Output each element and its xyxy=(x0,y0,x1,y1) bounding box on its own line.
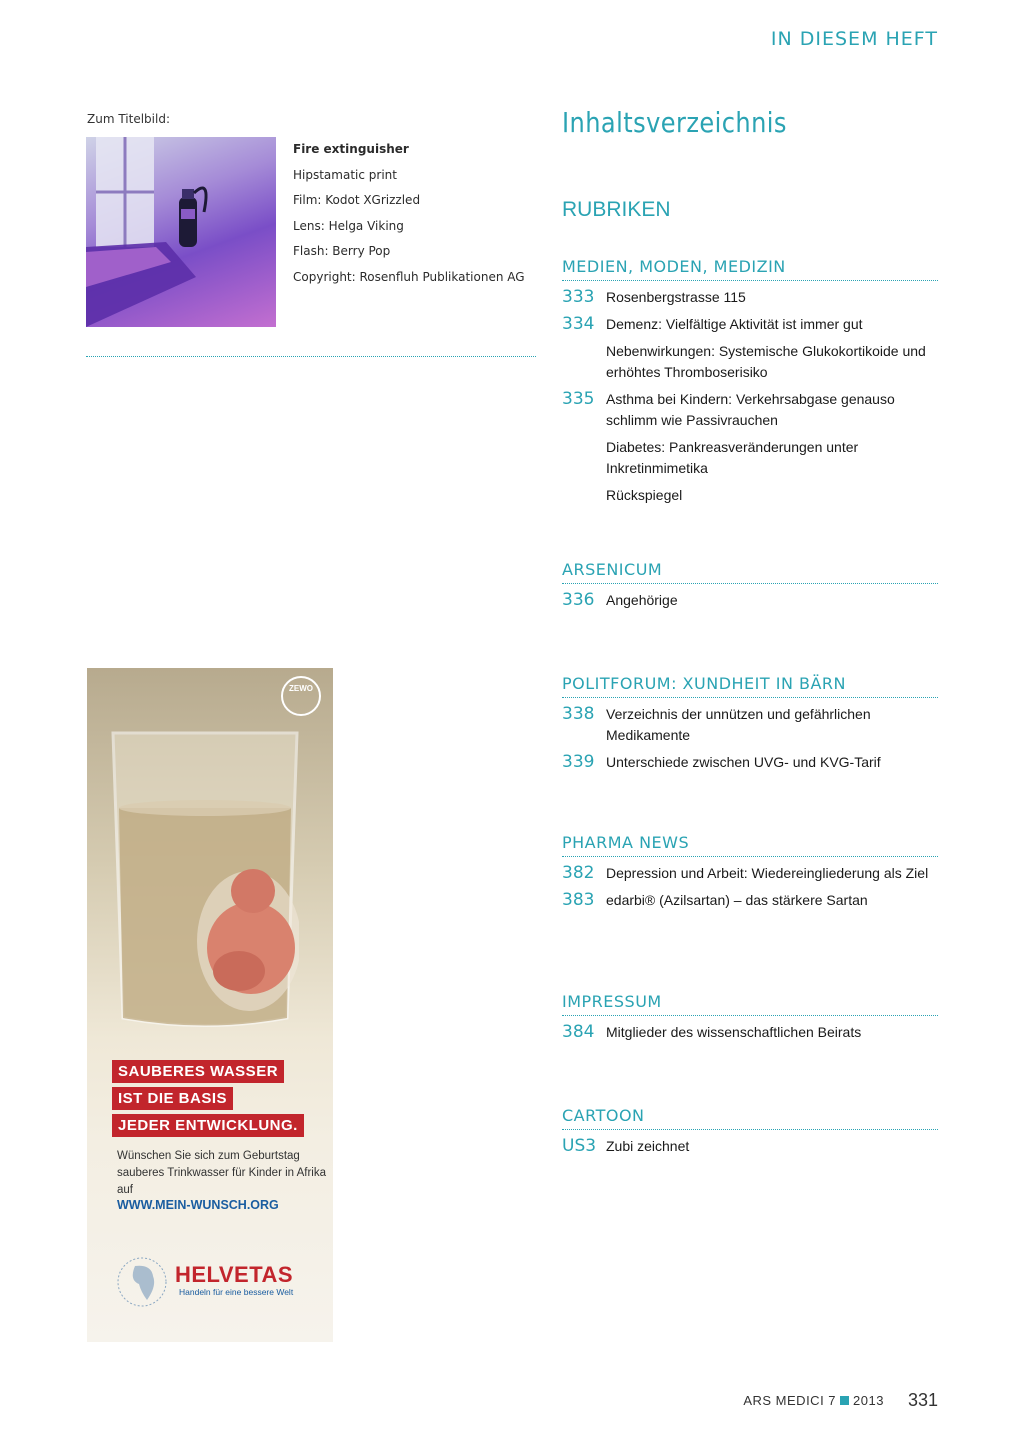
header-title: IN DIESEM HEFT xyxy=(770,28,938,50)
toc-section xyxy=(562,992,938,1043)
cover-label: Zum Titelbild: xyxy=(87,112,170,126)
toc-entry[interactable] xyxy=(562,287,938,308)
toc-entry[interactable] xyxy=(562,314,938,335)
cover-info-line: Fire extinguisher xyxy=(293,142,409,156)
entry-page-number: 384 xyxy=(562,1022,595,1042)
fire-extinguisher-photo xyxy=(86,137,276,327)
toc-section xyxy=(562,674,938,773)
ad-text: Wünschen Sie sich zum Geburtstag sauberes Trinkwasser für Kinder in Afrika auf xyxy=(117,1150,327,1196)
entry-page-number: 382 xyxy=(562,863,595,883)
rubriken-heading: RUBRIKEN xyxy=(562,198,671,221)
entry-title: edarbi® (Azilsartan) – das stärkere Sartan xyxy=(606,892,868,908)
page-number: 331 xyxy=(907,1390,938,1410)
toc-entry[interactable] xyxy=(562,1022,938,1043)
cover-info-line: Film: Kodot XGrizzled xyxy=(293,193,421,207)
entry-title: Mitglieder des wissenschaftlichen Beirats xyxy=(606,1024,862,1040)
magazine-name: ARS MEDICI 7 xyxy=(743,1393,837,1408)
entry-page-number: 336 xyxy=(562,590,595,610)
section-title: ARSENICUM xyxy=(562,560,938,584)
entry-title: Depression und Arbeit: Wiedereingliederung als Ziel xyxy=(606,865,929,881)
cover-info-line: Lens: Helga Viking xyxy=(293,218,404,233)
magazine-year: 2013 xyxy=(853,1393,884,1408)
entry-page-number: 334 xyxy=(562,314,595,334)
entry-page-number xyxy=(562,437,606,479)
entry-title: Rosenbergstrasse 115 xyxy=(606,289,746,305)
entry-page-number xyxy=(562,341,606,383)
toc-entry[interactable] xyxy=(562,341,938,383)
section-title: POLITFORUM: XUNDHEIT IN BÄRN xyxy=(562,674,938,698)
helvetas-logo: HELVETAS xyxy=(175,1262,294,1287)
helvetas-tagline: Handeln für eine bessere Welt xyxy=(179,1287,294,1297)
toc-title: Inhaltsverzeichnis xyxy=(562,106,787,139)
section-title: MEDIEN, MODEN, MEDIZIN xyxy=(562,257,938,281)
ad-banner-2: IST DIE BASIS xyxy=(112,1087,233,1110)
toc-entry[interactable] xyxy=(562,389,938,431)
globe-icon xyxy=(117,1252,167,1312)
ad-banner-1: SAUBERES WASSER xyxy=(112,1060,284,1083)
ad-url-link[interactable]: WWW.MEIN-WUNSCH.ORG xyxy=(117,1198,279,1212)
section-title: IMPRESSUM xyxy=(562,992,938,1016)
toc-section xyxy=(562,560,938,611)
entry-page-number: 333 xyxy=(562,287,595,307)
toc-section xyxy=(562,833,938,911)
entry-title: Diabetes: Pankreasveränderungen unter Inkretinmimetika xyxy=(606,439,859,476)
entry-title: Rückspiegel xyxy=(606,487,683,503)
toc-entry[interactable] xyxy=(562,1136,938,1157)
cover-info-line: Hipstamatic print xyxy=(293,167,397,182)
helvetas-ad[interactable] xyxy=(87,668,333,1342)
entry-title: Nebenwirkungen: Systemische Glukokortikoide und erhöhtes Thromboserisiko xyxy=(606,343,926,380)
entry-page-number: 383 xyxy=(562,890,595,910)
cover-photo xyxy=(86,137,276,327)
cover-info-line: Flash: Berry Pop xyxy=(293,244,391,258)
cover-info-line: Copyright: Rosenfluh Publikationen AG xyxy=(293,269,525,284)
toc-entry[interactable] xyxy=(562,437,938,479)
entry-page-number: 335 xyxy=(562,389,595,409)
entry-page-number xyxy=(562,485,606,506)
ad-banner-3: JEDER ENTWICKLUNG. xyxy=(112,1114,304,1137)
entry-page-number: 339 xyxy=(562,752,595,772)
toc-entry[interactable] xyxy=(562,890,938,911)
toc-entry[interactable] xyxy=(562,590,938,611)
toc-entry[interactable] xyxy=(562,704,938,746)
entry-title: Angehörige xyxy=(606,592,678,608)
toc-entry[interactable] xyxy=(562,752,938,773)
toc-entry[interactable] xyxy=(562,485,938,506)
water-glass-illustration xyxy=(111,723,299,1028)
left-divider xyxy=(86,356,536,357)
section-title: CARTOON xyxy=(562,1106,938,1130)
entry-page-number: US3 xyxy=(562,1136,597,1156)
cover-info xyxy=(293,137,533,290)
entry-title: Zubi zeichnet xyxy=(606,1138,690,1154)
entry-title: Unterschiede zwischen UVG- und KVG-Tarif xyxy=(606,754,881,770)
section-title: PHARMA NEWS xyxy=(562,833,938,857)
entry-page-number: 338 xyxy=(562,704,595,724)
entry-title: Demenz: Vielfältige Aktivität ist immer gut xyxy=(606,316,863,332)
zewo-badge: ZEWO xyxy=(281,676,321,716)
toc-section xyxy=(562,1106,938,1157)
entry-title: Verzeichnis der unnützen und gefährlichen Medikamente xyxy=(606,706,871,743)
entry-title: Asthma bei Kindern: Verkehrsabgase genauso schlimm wie Passivrauchen xyxy=(606,391,895,428)
toc-entry[interactable] xyxy=(562,863,938,884)
page-footer xyxy=(743,1390,938,1411)
toc-section xyxy=(562,257,938,506)
teal-square xyxy=(840,1396,849,1405)
